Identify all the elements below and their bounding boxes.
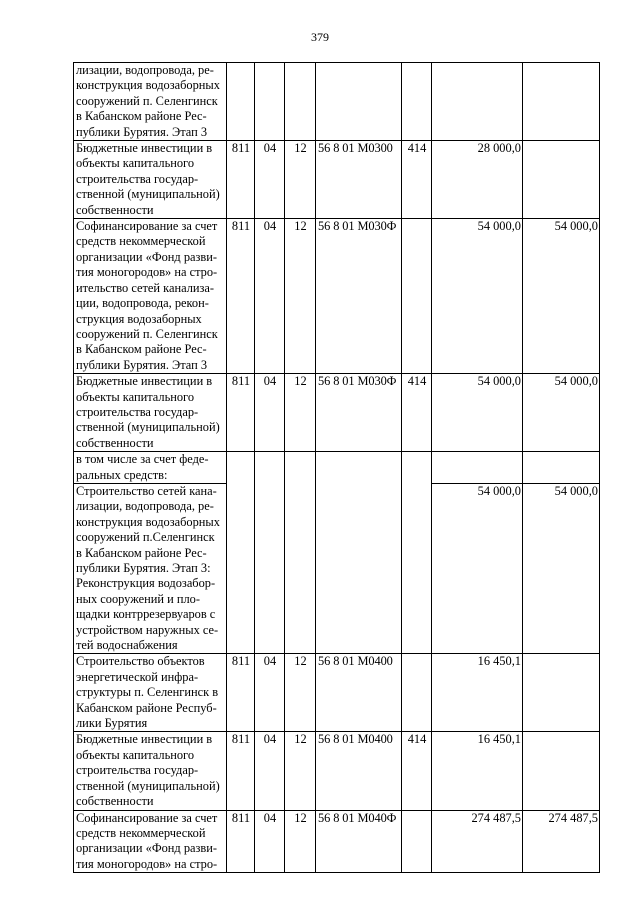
vr-cell [402, 219, 432, 374]
row-name: в том числе за счет феде- ральных средств: [74, 452, 227, 484]
rz-cell [255, 452, 285, 654]
grbs-cell: 811 [227, 219, 255, 374]
grbs-cell: 811 [227, 141, 255, 219]
row-name: лизации, водопровода, ре- конструкция водозаборных сооружений п. Селенгинск в Кабанском районе Рес- публики Бурятия. Этап 3 [74, 63, 227, 141]
table-row [74, 374, 600, 452]
table-row [74, 141, 600, 219]
pr-cell: 12 [285, 374, 316, 452]
rz-cell [255, 63, 285, 141]
pr-cell: 12 [285, 810, 316, 873]
row-name: Бюджетные инвестиции в объекты капитального строительства государ- ственной (муниципальной) собственности [74, 732, 227, 810]
pr-cell [285, 63, 316, 141]
csr-cell: 56 8 01 M0400 [316, 732, 402, 810]
pr-cell [285, 452, 316, 654]
rz-cell: 04 [255, 219, 285, 374]
vr-cell [402, 654, 432, 732]
row-name: Софинансирование за счет средств некоммерческой организации «Фонд разви- тия моногородов» на стро- [74, 810, 227, 873]
row-name: Бюджетные инвестиции в объекты капитального строительства государ- ственной (муниципальной) собственности [74, 374, 227, 452]
table-row [74, 732, 600, 810]
table-row [74, 63, 600, 141]
grbs-cell: 811 [227, 374, 255, 452]
row-name: Бюджетные инвестиции в объекты капитального строительства государ- ственной (муниципальной) собственности [74, 141, 227, 219]
vr-cell: 414 [402, 732, 432, 810]
sum1-cell: 16 450,1 [432, 654, 523, 732]
sum1-cell: 28 000,0 [432, 141, 523, 219]
vr-cell: 414 [402, 374, 432, 452]
pr-cell: 12 [285, 219, 316, 374]
sum2-cell [523, 141, 600, 219]
pr-cell: 12 [285, 732, 316, 810]
sum1-cell: 16 450,1 [432, 732, 523, 810]
sum1-cell: 54 000,0 [432, 483, 523, 653]
grbs-cell: 811 [227, 732, 255, 810]
csr-cell: 56 8 01 M030Ф [316, 374, 402, 452]
budget-table [73, 62, 600, 873]
vr-cell [402, 452, 432, 654]
rz-cell: 04 [255, 732, 285, 810]
vr-cell [402, 63, 432, 141]
pr-cell: 12 [285, 141, 316, 219]
rz-cell: 04 [255, 654, 285, 732]
sum2-cell [523, 654, 600, 732]
sum1-cell: 274 487,5 [432, 810, 523, 873]
sum2-cell: 54 000,0 [523, 219, 600, 374]
csr-cell: 56 8 01 M0300 [316, 141, 402, 219]
sum2-cell [523, 452, 600, 484]
sum1-cell [432, 63, 523, 141]
sum1-cell: 54 000,0 [432, 374, 523, 452]
rz-cell: 04 [255, 374, 285, 452]
sum2-cell [523, 732, 600, 810]
sum2-cell [523, 63, 600, 141]
sum1-cell: 54 000,0 [432, 219, 523, 374]
sum2-cell: 274 487,5 [523, 810, 600, 873]
vr-cell [402, 810, 432, 873]
page-number: 379 [311, 30, 329, 44]
grbs-cell: 811 [227, 810, 255, 873]
table-row [74, 810, 600, 873]
table-row [74, 654, 600, 732]
vr-cell: 414 [402, 141, 432, 219]
grbs-cell [227, 452, 255, 654]
pr-cell: 12 [285, 654, 316, 732]
row-name: Строительство сетей кана- лизации, водопровода, ре- конструкция водозаборных сооружений п.Селенгинск в Кабанском районе Рес- публики Бурятия. Этап 3: Реконструкция водозабор- ных сооружений и пло- щадки контррезервуаров с устройством наружных се- тей водоснабжения [74, 483, 227, 653]
sum1-cell [432, 452, 523, 484]
csr-cell: 56 8 01 M040Ф [316, 810, 402, 873]
csr-cell [316, 63, 402, 141]
sum2-cell: 54 000,0 [523, 374, 600, 452]
csr-cell: 56 8 01 M0400 [316, 654, 402, 732]
grbs-cell: 811 [227, 654, 255, 732]
rz-cell: 04 [255, 141, 285, 219]
csr-cell: 56 8 01 M030Ф [316, 219, 402, 374]
row-name: Строительство объектов энергетической инфра- структуры п. Селенгинск в Кабанском районе Респуб- лики Бурятия [74, 654, 227, 732]
csr-cell [316, 452, 402, 654]
table-row [74, 452, 600, 484]
row-name: Софинансирование за счет средств некоммерческой организации «Фонд разви- тия моногородов» на стро- ительство сетей канализа- ции, водопровода, рекон- струкция водозаборных сооружений п. Селенгинск в Кабанском районе Рес- публики Бурятия. Этап 3 [74, 219, 227, 374]
rz-cell: 04 [255, 810, 285, 873]
sum2-cell: 54 000,0 [523, 483, 600, 653]
table-row [74, 219, 600, 374]
grbs-cell [227, 63, 255, 141]
